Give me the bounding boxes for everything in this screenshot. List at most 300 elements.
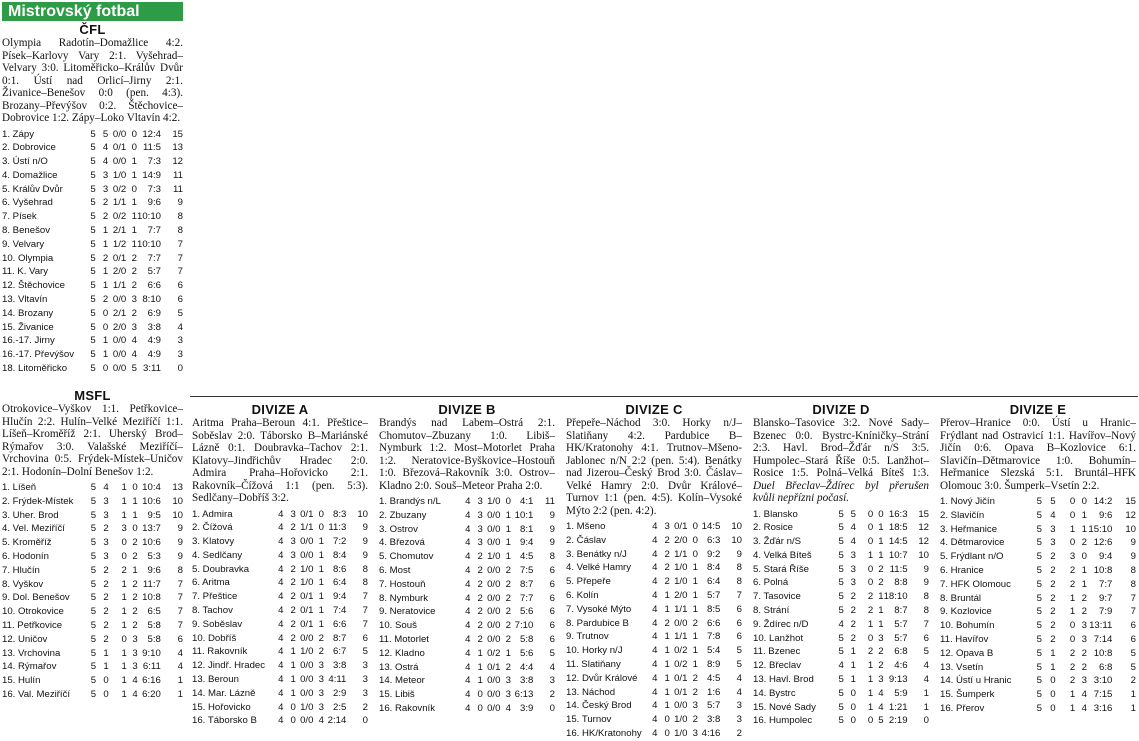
stat-cell: 5 bbox=[838, 591, 844, 603]
team-cell: 15. Nové Sady bbox=[753, 701, 816, 713]
stat-cell: 1 bbox=[121, 675, 127, 687]
team-cell: 14. Český Brod bbox=[566, 700, 632, 712]
stat-cell: 12:6 bbox=[1093, 537, 1113, 549]
stat-cell: 2 bbox=[549, 689, 555, 701]
stat-cell: 2 bbox=[477, 606, 483, 618]
stat-cell: 3 bbox=[290, 508, 296, 520]
stat-cell: 3 bbox=[878, 674, 884, 686]
stat-cell: 5 bbox=[1036, 620, 1042, 632]
table-row bbox=[2, 660, 183, 674]
team-cell: 14. Meteor bbox=[379, 675, 425, 687]
team-cell: 7. Tasovice bbox=[753, 591, 801, 603]
stat-cell: 2 bbox=[505, 661, 511, 673]
stat-cell: 4 bbox=[652, 672, 658, 684]
stat-cell: 4 bbox=[465, 647, 471, 659]
team-cell: 7. HFK Olomouc bbox=[940, 578, 1011, 590]
stat-cell: 3 bbox=[318, 701, 324, 713]
stat-cell: 0/0 bbox=[300, 632, 314, 644]
stat-cell: 4 bbox=[652, 562, 658, 574]
stat-cell: 8 bbox=[1130, 564, 1136, 576]
stat-cell: 5 bbox=[850, 508, 856, 520]
stat-cell: 3 bbox=[362, 660, 368, 672]
stat-cell: 0 bbox=[850, 715, 856, 727]
stat-cell: 0/0 bbox=[487, 606, 501, 618]
stat-cell: 4:1 bbox=[520, 496, 534, 507]
stat-cell: 0 bbox=[867, 536, 874, 548]
stat-cell: 4 bbox=[652, 645, 658, 657]
table-row bbox=[2, 334, 183, 348]
stat-cell: 8:10 bbox=[142, 294, 162, 306]
stat-cell: 0 bbox=[1050, 702, 1056, 714]
stat-cell: 4 bbox=[278, 605, 284, 617]
stat-cell: 1/0 bbox=[300, 646, 314, 658]
stat-cell: 2 bbox=[878, 577, 884, 589]
stat-cell: 2 bbox=[1069, 661, 1076, 673]
stat-cell: 1:21 bbox=[888, 701, 908, 713]
stat-cell: 5 bbox=[736, 645, 742, 657]
stat-cell: 0/0 bbox=[112, 294, 127, 306]
stat-cell: 5 bbox=[838, 701, 844, 713]
stat-cell: 0/2 bbox=[487, 647, 501, 659]
stat-cell: 6 bbox=[177, 280, 183, 292]
stat-cell: 5 bbox=[1130, 661, 1136, 673]
team-cell: 11. K. Vary bbox=[2, 266, 49, 278]
team-cell: 16. Přerov bbox=[940, 702, 985, 714]
team-cell: 15. Hořovicko bbox=[192, 701, 251, 713]
stat-cell: 1 bbox=[290, 687, 296, 699]
stat-cell: 4 bbox=[278, 563, 284, 575]
stat-cell: 11:5 bbox=[889, 563, 908, 575]
stat-cell: 4 bbox=[465, 620, 471, 632]
stat-cell: 1 bbox=[102, 280, 109, 292]
stat-cell: 6:8 bbox=[1099, 661, 1113, 673]
stat-cell: 4 bbox=[652, 658, 658, 670]
stat-cell: 4 bbox=[652, 700, 658, 712]
stat-cell: 4 bbox=[652, 727, 658, 739]
stat-cell: 0/0 bbox=[487, 592, 501, 604]
team-cell: 16. HK/Kratonohy bbox=[566, 727, 642, 739]
stat-cell: 4 bbox=[652, 534, 658, 546]
stat-cell: 0/1 bbox=[112, 252, 127, 264]
table-row bbox=[753, 701, 929, 715]
table-row bbox=[2, 279, 183, 293]
stat-cell: 5 bbox=[1130, 647, 1136, 659]
stat-cell: 9:10 bbox=[142, 647, 161, 659]
stat-cell: 11:3 bbox=[328, 522, 347, 534]
table-row bbox=[566, 575, 742, 589]
team-cell: 7. Vysoké Mýto bbox=[566, 603, 632, 615]
stat-cell: 8 bbox=[1130, 578, 1136, 590]
table-row bbox=[2, 183, 183, 197]
stat-cell: 0 bbox=[923, 715, 929, 727]
table-row bbox=[940, 509, 1136, 523]
stat-cell: 1 bbox=[1069, 606, 1076, 618]
stat-cell: 1 bbox=[318, 536, 324, 548]
stat-cell: 1 bbox=[1081, 509, 1087, 521]
stat-cell: 2 bbox=[318, 632, 324, 644]
team-cell: 16. Val. Meziříčí bbox=[2, 688, 71, 700]
stat-cell: 9 bbox=[1130, 537, 1136, 549]
stat-cell: 0 bbox=[477, 702, 483, 714]
column-msfl bbox=[2, 388, 183, 724]
stat-cell: 1 bbox=[1069, 592, 1076, 604]
stat-cell: 3 bbox=[1069, 551, 1076, 563]
stat-cell: 10:10 bbox=[137, 211, 162, 223]
stat-cell: 2 bbox=[867, 646, 874, 658]
stat-cell: 0 bbox=[850, 701, 856, 713]
standings-divize-c bbox=[566, 520, 742, 741]
stat-cell: 5:6 bbox=[520, 647, 534, 659]
stat-cell: 9 bbox=[177, 523, 183, 535]
team-cell: 8. Tachov bbox=[192, 605, 233, 617]
stat-cell: 0 bbox=[692, 548, 698, 560]
team-cell: 15. Živanice bbox=[2, 321, 54, 333]
stat-cell: 2 bbox=[477, 551, 483, 563]
stat-cell: 1 bbox=[121, 578, 127, 590]
team-cell: 13. Vsetín bbox=[940, 661, 984, 673]
league-title-divize-b: DIVIZE B bbox=[438, 402, 496, 417]
team-cell: 9. Dol. Benešov bbox=[2, 592, 70, 604]
stat-cell: 4 bbox=[736, 686, 742, 698]
stat-cell: 1 bbox=[318, 618, 324, 630]
stat-cell: 12:4 bbox=[142, 128, 162, 140]
stat-cell: 4 bbox=[465, 537, 471, 549]
stat-cell: 3 bbox=[692, 700, 698, 712]
stat-cell: 3 bbox=[290, 549, 296, 561]
table-row bbox=[2, 265, 183, 279]
stat-cell: 0/1 bbox=[674, 521, 688, 532]
stat-cell: 0/0 bbox=[300, 536, 314, 548]
team-cell: 4. Velká Bíteš bbox=[753, 549, 812, 561]
stat-cell: 6:4 bbox=[333, 577, 347, 589]
table-row bbox=[2, 210, 183, 224]
team-cell: 14. Rýmařov bbox=[2, 661, 57, 673]
table-row bbox=[566, 644, 742, 658]
team-cell: 11. Slatiňany bbox=[566, 658, 621, 670]
stat-cell: 1 bbox=[102, 349, 109, 361]
table-row bbox=[379, 605, 555, 619]
stat-cell: 6:5 bbox=[147, 606, 161, 618]
stat-cell: 1 bbox=[664, 700, 670, 712]
stat-cell: 9 bbox=[177, 550, 183, 562]
table-row bbox=[753, 645, 929, 659]
stat-cell: 5 bbox=[1036, 606, 1042, 618]
stat-cell: 5 bbox=[838, 549, 844, 561]
stat-cell: 10:4 bbox=[142, 482, 161, 493]
table-row bbox=[192, 673, 368, 687]
stat-cell: 1 bbox=[664, 645, 670, 657]
stat-cell: 7 bbox=[362, 605, 368, 617]
stat-cell: 15 bbox=[918, 508, 929, 520]
stat-cell: 1 bbox=[121, 619, 127, 631]
table-row bbox=[753, 659, 929, 673]
stat-cell: 10 bbox=[918, 549, 929, 561]
stat-cell: 2 bbox=[103, 619, 109, 631]
stat-cell: 10:10 bbox=[137, 238, 162, 250]
stat-cell: 0/0 bbox=[674, 617, 688, 629]
stat-cell: 5 bbox=[102, 128, 109, 140]
stat-cell: 2 bbox=[505, 606, 511, 618]
table-row bbox=[566, 713, 742, 727]
stat-cell: 2 bbox=[132, 606, 138, 618]
standings-divize-d bbox=[753, 508, 929, 729]
stat-cell: 9 bbox=[549, 537, 555, 549]
table-row bbox=[940, 592, 1136, 606]
stat-cell: 7:7 bbox=[147, 252, 162, 264]
stat-cell: 4 bbox=[465, 523, 471, 535]
stat-cell: 5 bbox=[90, 482, 97, 493]
stat-cell: 4 bbox=[652, 576, 658, 588]
stat-cell: 2 bbox=[505, 578, 511, 590]
team-cell: 6. Polná bbox=[753, 577, 789, 589]
stat-cell: 2:19 bbox=[888, 715, 908, 727]
stat-cell: 0 bbox=[102, 321, 109, 333]
table-row bbox=[192, 521, 368, 535]
table-row bbox=[2, 674, 183, 688]
stat-cell: 1 bbox=[318, 563, 324, 575]
table-row bbox=[940, 495, 1136, 509]
stat-cell: 0/1 bbox=[674, 672, 688, 684]
results-divize-b: Brandýs nad Labem–Ostrá 2:1. Chomutov–Zbuzany 1:0. Libiš–Nymburk 1:2. Most–Motorlet Praha 1:2. Neratovice-Byškovice–Hostouň 1:0. Březová–Rakovník 3:0. Ostrov–Kladno 2:0. Souš–Meteor Praha 2:0. bbox=[379, 417, 555, 492]
stat-cell: 1 bbox=[923, 701, 929, 713]
stat-cell: 4 bbox=[850, 536, 856, 548]
stat-cell: 5 bbox=[90, 225, 96, 237]
team-cell: 10. Dobříš bbox=[192, 632, 237, 644]
team-cell: 11. Bzenec bbox=[753, 646, 801, 658]
stat-cell: 3 bbox=[103, 537, 109, 549]
stat-cell: 1 bbox=[850, 646, 856, 658]
table-row bbox=[192, 701, 368, 715]
stat-cell: 2 bbox=[505, 592, 511, 604]
stat-cell: 1 bbox=[692, 658, 698, 670]
stat-cell: 5 bbox=[90, 647, 97, 659]
stat-cell: 10 bbox=[357, 508, 368, 520]
stat-cell: 4 bbox=[1050, 509, 1056, 521]
stat-cell: 0 bbox=[692, 534, 698, 546]
table-row bbox=[940, 688, 1136, 702]
table-row bbox=[566, 561, 742, 575]
stat-cell: 2 bbox=[131, 280, 137, 292]
stat-cell: 10 bbox=[172, 509, 183, 521]
stat-cell: 5 bbox=[1036, 509, 1042, 521]
stat-cell: 0/2 bbox=[112, 183, 127, 195]
stat-cell: 0/1 bbox=[300, 508, 314, 520]
stat-cell: 0 bbox=[664, 727, 670, 739]
team-cell: 8. Benešov bbox=[2, 225, 51, 237]
stat-cell: 1 bbox=[505, 523, 511, 535]
stat-cell: 3 bbox=[318, 660, 324, 672]
stat-cell: 1/1 bbox=[674, 603, 688, 615]
stat-cell: 1/1 bbox=[112, 197, 127, 209]
stat-cell: 1 bbox=[923, 687, 929, 699]
stat-cell: 0/0 bbox=[300, 674, 314, 686]
stat-cell: 1/1 bbox=[674, 548, 688, 560]
stat-cell: 2 bbox=[1050, 578, 1056, 590]
stat-cell: 3 bbox=[131, 321, 137, 333]
stat-cell: 6 bbox=[549, 606, 555, 618]
results-divize-a: Aritma Praha–Beroun 4:1. Přeštice–Soběslav 2:0. Táborsko B–Mariánské Lázně 0:1. Doubravka–Tachov 2:1. Klatovy–Jindřichův Hradec 2:0. Admira Praha–Hořovicko 2:1. Rakovník–Čížová 1:1 (pen. 5:3). Sedlčany–Dobříš 3:2. bbox=[192, 417, 368, 504]
stat-cell: 5:7 bbox=[707, 700, 721, 712]
team-cell: 2. Slavičín bbox=[940, 509, 985, 521]
table-row bbox=[940, 661, 1136, 675]
stat-cell: 6 bbox=[736, 617, 742, 629]
stat-cell: 2 bbox=[850, 605, 856, 617]
stat-cell: 5:7 bbox=[894, 632, 908, 644]
stat-cell: 4 bbox=[103, 482, 109, 493]
divider-rule bbox=[190, 396, 1138, 397]
table-row bbox=[566, 699, 742, 713]
stat-cell: 11:5 bbox=[143, 142, 162, 154]
stat-cell: 0 bbox=[102, 363, 109, 375]
stat-cell: 4 bbox=[278, 632, 284, 644]
stat-cell: 2:14 bbox=[327, 715, 347, 727]
stat-cell: 4 bbox=[465, 702, 471, 714]
stat-cell: 0 bbox=[290, 715, 296, 727]
team-cell: 9. Neratovice bbox=[379, 606, 436, 618]
stat-cell: 14:2 bbox=[1093, 496, 1113, 507]
stat-cell: 9 bbox=[362, 536, 368, 548]
stat-cell: 7:3 bbox=[147, 156, 162, 168]
stat-cell: 3 bbox=[132, 661, 138, 673]
stat-cell: 2 bbox=[290, 577, 296, 589]
stat-cell: 1 bbox=[102, 238, 109, 250]
stat-cell: 1 bbox=[318, 591, 324, 603]
stat-cell: 2 bbox=[290, 618, 296, 630]
table-row bbox=[2, 522, 183, 536]
stat-cell: 0/0 bbox=[487, 633, 501, 645]
stat-cell: 2 bbox=[131, 252, 137, 264]
stat-cell: 5 bbox=[90, 495, 97, 507]
stat-cell: 4:4 bbox=[520, 661, 534, 673]
stat-cell: 3 bbox=[131, 294, 137, 306]
stat-cell: 4 bbox=[177, 321, 183, 333]
table-row bbox=[192, 549, 368, 563]
stat-cell: 2 bbox=[1069, 647, 1076, 659]
team-cell: 1. Nový Jičín bbox=[940, 496, 995, 507]
stat-cell: 4 bbox=[278, 646, 284, 658]
stat-cell: 4 bbox=[652, 631, 658, 643]
stat-cell: 3:8 bbox=[333, 660, 347, 672]
stat-cell: 5 bbox=[1036, 496, 1042, 507]
stat-cell: 6:20 bbox=[142, 688, 161, 700]
stat-cell: 2/0 bbox=[674, 589, 688, 601]
stat-cell: 3 bbox=[132, 633, 138, 645]
stat-cell: 0/1 bbox=[300, 618, 314, 630]
stat-cell: 1 bbox=[477, 647, 483, 659]
stat-cell: 5 bbox=[878, 715, 884, 727]
stat-cell: 5 bbox=[90, 128, 96, 140]
standings-divize-b bbox=[379, 495, 555, 716]
stat-cell: 0/2 bbox=[674, 658, 688, 670]
stat-cell: 2 bbox=[1050, 564, 1056, 576]
team-cell: 6. Hranice bbox=[940, 564, 984, 576]
team-cell: 13. Vltavín bbox=[2, 294, 48, 306]
column-divize-d bbox=[753, 402, 929, 727]
stat-cell: 6:13 bbox=[514, 689, 534, 701]
stat-cell: 3 bbox=[1081, 633, 1087, 645]
stat-cell: 4 bbox=[278, 522, 284, 534]
stat-cell: 3 bbox=[736, 700, 742, 712]
stat-cell: 3 bbox=[1081, 675, 1087, 687]
table-row bbox=[2, 224, 183, 238]
stat-cell: 6 bbox=[177, 633, 183, 645]
table-row bbox=[2, 362, 183, 376]
stat-cell: 4 bbox=[838, 660, 844, 672]
stat-cell: 5 bbox=[1036, 675, 1042, 687]
stat-cell: 2 bbox=[1050, 633, 1056, 645]
stat-cell: 2 bbox=[878, 563, 884, 575]
table-row bbox=[753, 563, 929, 577]
table-row bbox=[379, 564, 555, 578]
stat-cell: 1/2 bbox=[112, 238, 127, 250]
stat-cell: 0 bbox=[477, 689, 483, 701]
stat-cell: 9 bbox=[177, 537, 183, 549]
table-row bbox=[379, 619, 555, 633]
results-msfl: Otrokovice–Vyškov 1:1. Petřkovice–Hlučín 2:2. Hulín–Velké Meziříčí 1:1. Líšeň–Kroměříž 2:1. Uherský Brod–Rýmařov 3:0. Valašské Meziříčí–Vrchovina 0:5. Frýdek-Místek–Uničov 2:1. Hodonín–Dolní Benešov 1:2. bbox=[2, 403, 183, 478]
stat-cell: 6 bbox=[1130, 620, 1136, 632]
stat-cell: 1 bbox=[664, 631, 670, 643]
team-cell: 6. Vyšehrad bbox=[2, 197, 53, 209]
stat-cell: 1:6 bbox=[707, 686, 721, 698]
stat-cell: 7 bbox=[736, 589, 742, 601]
stat-cell: 4 bbox=[465, 661, 471, 673]
stat-cell: 3 bbox=[132, 647, 138, 659]
stat-cell: 1 bbox=[878, 549, 884, 561]
table-row bbox=[2, 550, 183, 564]
stat-cell: 7 bbox=[362, 618, 368, 630]
table-row bbox=[2, 128, 183, 142]
team-cell: 3. Ostrov bbox=[379, 523, 418, 535]
stat-cell: 1 bbox=[850, 660, 856, 672]
stat-cell: 1/0 bbox=[674, 727, 688, 739]
table-row bbox=[2, 509, 183, 523]
stat-cell: 0 bbox=[1069, 633, 1076, 645]
stat-cell: 5 bbox=[90, 688, 97, 700]
team-cell: 7. Hostouň bbox=[379, 578, 426, 590]
stat-cell: 0/2 bbox=[112, 211, 127, 223]
stat-cell: 3 bbox=[102, 169, 109, 181]
team-cell: 5. Králův Dvůr bbox=[2, 183, 63, 195]
stat-cell: 1 bbox=[132, 495, 138, 507]
stat-cell: 2 bbox=[878, 660, 884, 672]
stat-cell: 9:4 bbox=[520, 537, 534, 549]
table-row bbox=[753, 673, 929, 687]
stat-cell: 7:2 bbox=[333, 536, 347, 548]
league-title-divize-a: DIVIZE A bbox=[251, 402, 309, 417]
stat-cell: 0/0 bbox=[112, 363, 127, 375]
team-cell: 3. Žďár n/S bbox=[753, 536, 802, 548]
table-row bbox=[2, 252, 183, 266]
stat-cell: 0/0 bbox=[487, 564, 501, 576]
stat-cell: 8 bbox=[362, 563, 368, 575]
table-row bbox=[753, 604, 929, 618]
results-divize-d-note: Duel Břeclav–Ždírec byl přerušen kvůli nepřízni počasí. bbox=[753, 479, 929, 504]
table-row bbox=[192, 590, 368, 604]
stat-cell: 1 bbox=[121, 482, 127, 493]
table-row bbox=[2, 321, 183, 335]
league-title-msfl: MSFL bbox=[74, 388, 111, 403]
team-cell: 13. Vrchovina bbox=[2, 647, 61, 659]
stat-cell: 0/1 bbox=[674, 686, 688, 698]
stat-cell: 7 bbox=[177, 266, 183, 278]
standings-divize-e bbox=[940, 495, 1136, 716]
table-row bbox=[940, 536, 1136, 550]
stat-cell: 5 bbox=[90, 142, 96, 154]
stat-cell: 0/1 bbox=[300, 591, 314, 603]
stat-cell: 10:8 bbox=[1093, 647, 1113, 659]
stat-cell: 0 bbox=[867, 632, 874, 644]
stat-cell: 5 bbox=[1036, 523, 1042, 535]
